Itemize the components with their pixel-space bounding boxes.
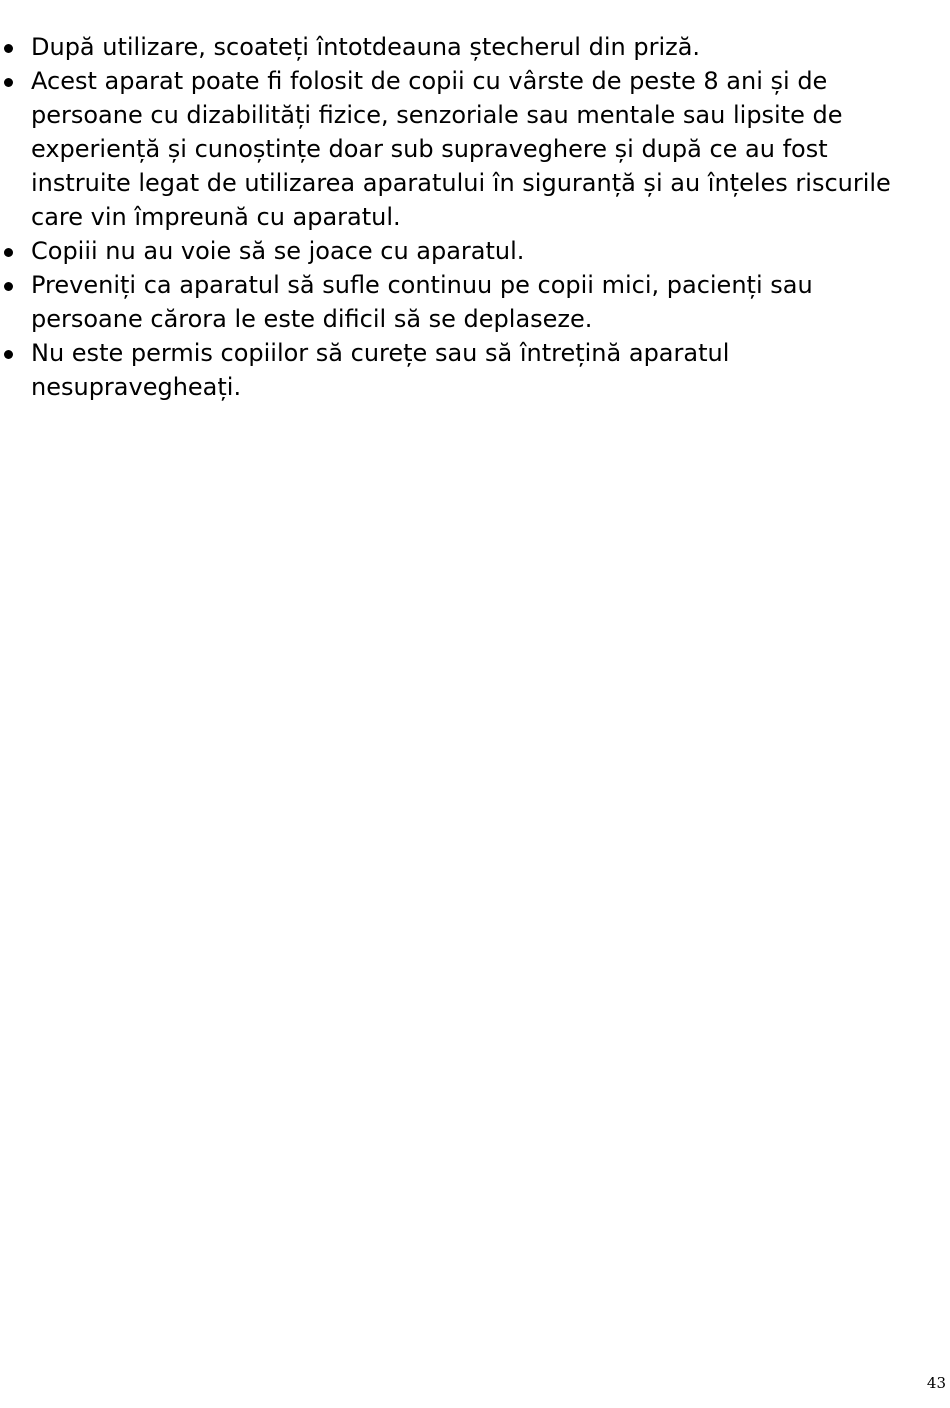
list-item (0, 336, 930, 404)
list-item-text: Acest aparat poate fi folosit de copii cu vârste de peste 8 ani și de persoane cu dizabilități fizice, senzoriale sau mentale sau lipsite de experiență și cunoștințe doar sub supraveghere și după ce au fost instruite legat de utilizarea aparatului în siguranță și au înțeles riscurile care vin împreună cu aparatul. (31, 67, 891, 231)
bullet-icon (4, 248, 13, 257)
safety-instructions-list (0, 30, 930, 404)
list-item (0, 268, 930, 336)
list-item (0, 64, 930, 234)
bullet-icon (4, 350, 13, 359)
list-item-text: Nu este permis copiilor să curețe sau să întrețină aparatul nesupravegheați. (31, 339, 730, 401)
bullet-icon (4, 282, 13, 291)
list-item-text: Copiii nu au voie să se joace cu aparatul. (31, 237, 525, 265)
page-number: 43 (926, 1374, 946, 1392)
list-item-text: După utilizare, scoateți întotdeauna ștecherul din priză. (31, 33, 701, 61)
list-item (0, 30, 930, 64)
list-item (0, 234, 930, 268)
bullet-icon (4, 44, 13, 53)
list-item-text: Preveniți ca aparatul să sufle continuu pe copii mici, pacienți sau persoane cărora le este dificil să se deplaseze. (31, 271, 813, 333)
bullet-icon (4, 78, 13, 87)
